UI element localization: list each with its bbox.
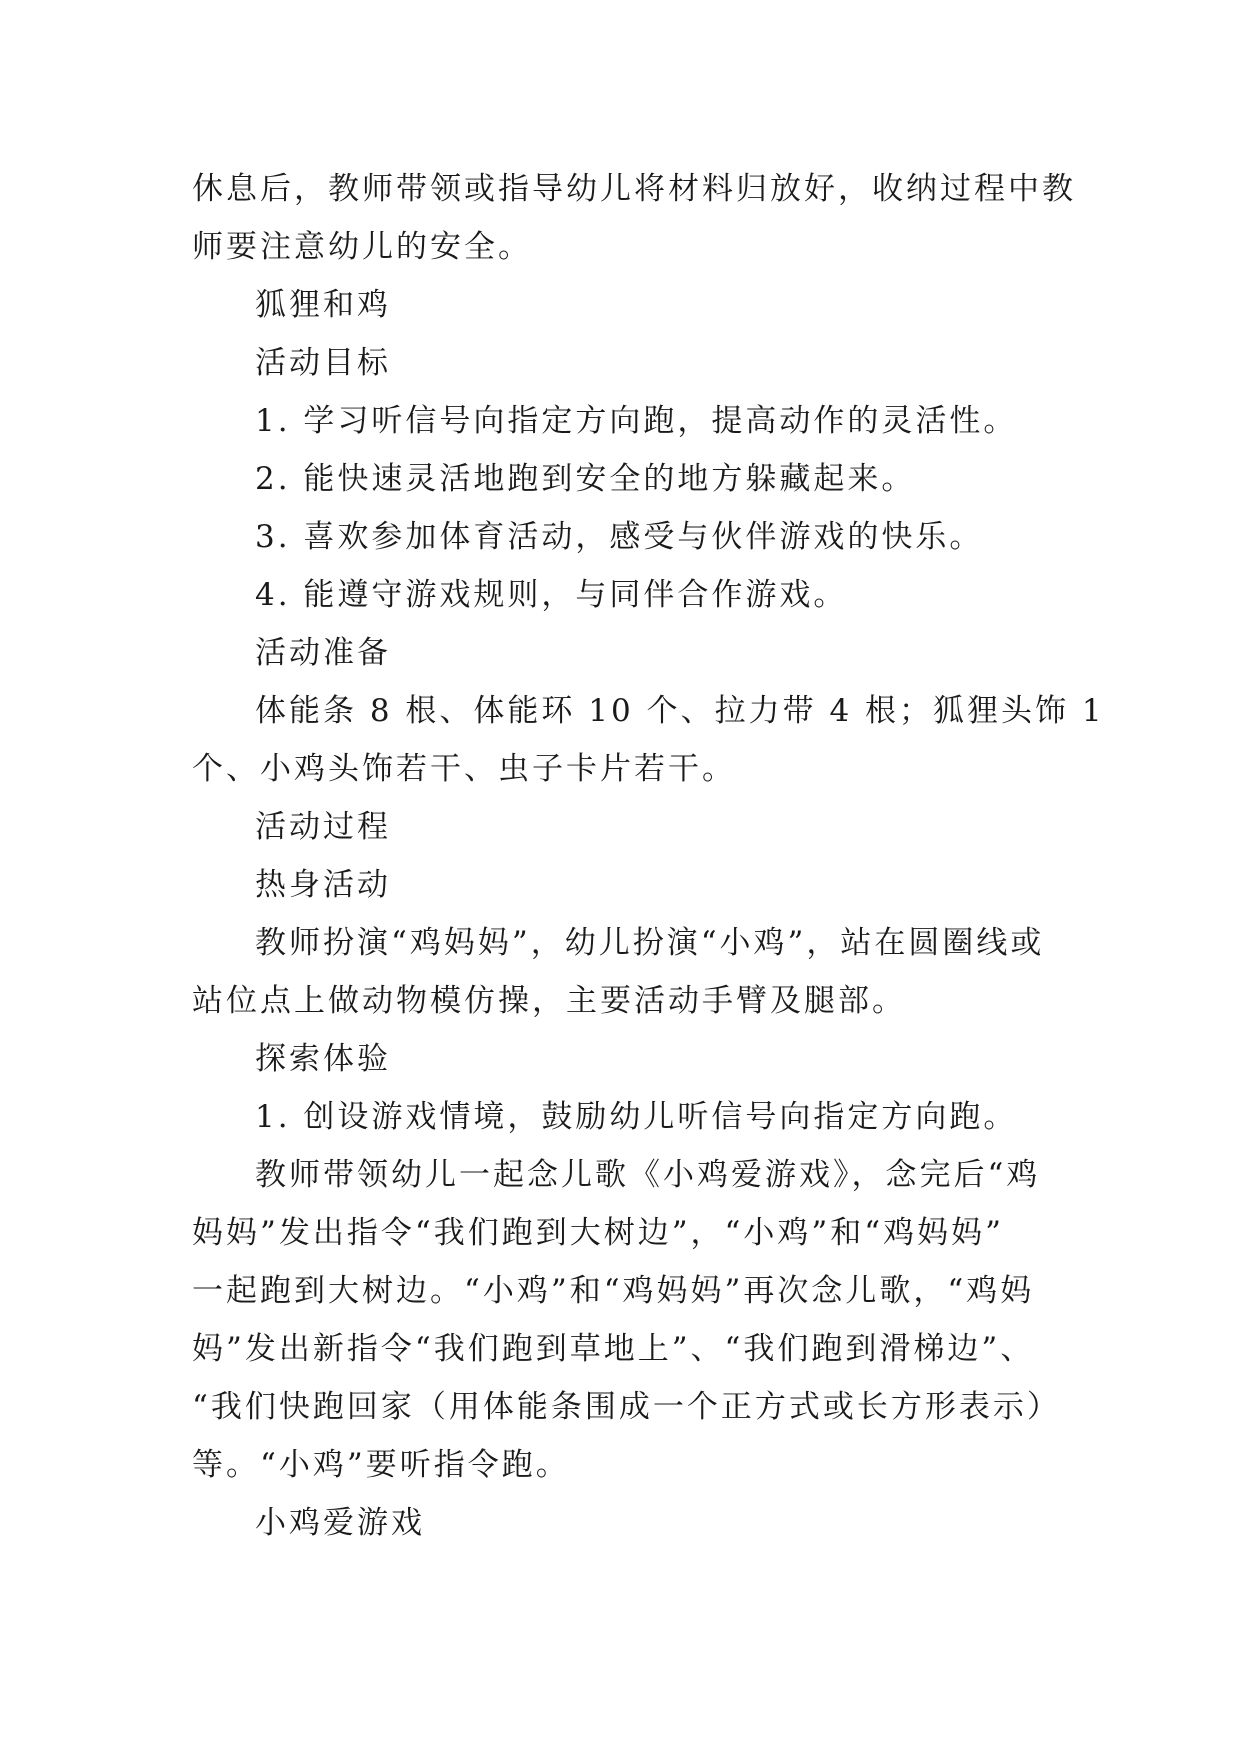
section-heading: 活动过程 [255, 809, 391, 845]
paragraph-line: 妈妈”发出指令“我们跑到大树边”，“小鸡”和“鸡妈妈” [192, 1215, 1004, 1251]
section-title: 狐狸和鸡 [255, 287, 391, 323]
paragraph-line: 体能条 8 根、体能环 10 个、拉力带 4 根；狐狸头饰 1 [255, 693, 1105, 729]
subsection-heading: 探索体验 [255, 1041, 391, 1077]
paragraph-line: “我们快跑回家（用体能条围成一个正方式或长方形表示） [192, 1389, 1061, 1425]
section-title: 小鸡爱游戏 [255, 1505, 425, 1541]
paragraph-line: 个、小鸡头饰若干、虫子卡片若干。 [192, 751, 736, 787]
paragraph-line: 教师带领幼儿一起念儿歌《小鸡爱游戏》，念完后“鸡 [255, 1157, 1041, 1193]
section-heading: 活动准备 [255, 635, 391, 671]
list-item: 3. 喜欢参加体育活动，感受与伙伴游戏的快乐。 [255, 519, 984, 555]
paragraph-line: 教师扮演“鸡妈妈”，幼儿扮演“小鸡”，站在圆圈线或 [255, 925, 1045, 961]
subsection-heading: 热身活动 [255, 867, 391, 903]
list-item: 4. 能遵守游戏规则，与同伴合作游戏。 [255, 577, 848, 613]
paragraph-line: 师要注意幼儿的安全。 [192, 229, 532, 265]
paragraph-line: 休息后，教师带领或指导幼儿将材料归放好，收纳过程中教 [192, 171, 1076, 207]
list-item: 2. 能快速灵活地跑到安全的地方躲藏起来。 [255, 461, 916, 497]
paragraph-line: 妈”发出新指令“我们跑到草地上”、“我们跑到滑梯边”、 [192, 1331, 1035, 1367]
paragraph-line: 一起跑到大树边。“小鸡”和“鸡妈妈”再次念儿歌，“鸡妈 [192, 1273, 1035, 1309]
document-body [192, 160, 1105, 1552]
paragraph-line: 站位点上做动物模仿操，主要活动手臂及腿部。 [192, 983, 906, 1019]
section-heading: 活动目标 [255, 345, 391, 381]
list-item: 1. 创设游戏情境，鼓励幼儿听信号向指定方向跑。 [255, 1099, 1018, 1135]
paragraph-line: 等。“小鸡”要听指令跑。 [192, 1447, 570, 1483]
list-item: 1. 学习听信号向指定方向跑，提高动作的灵活性。 [255, 403, 1018, 439]
